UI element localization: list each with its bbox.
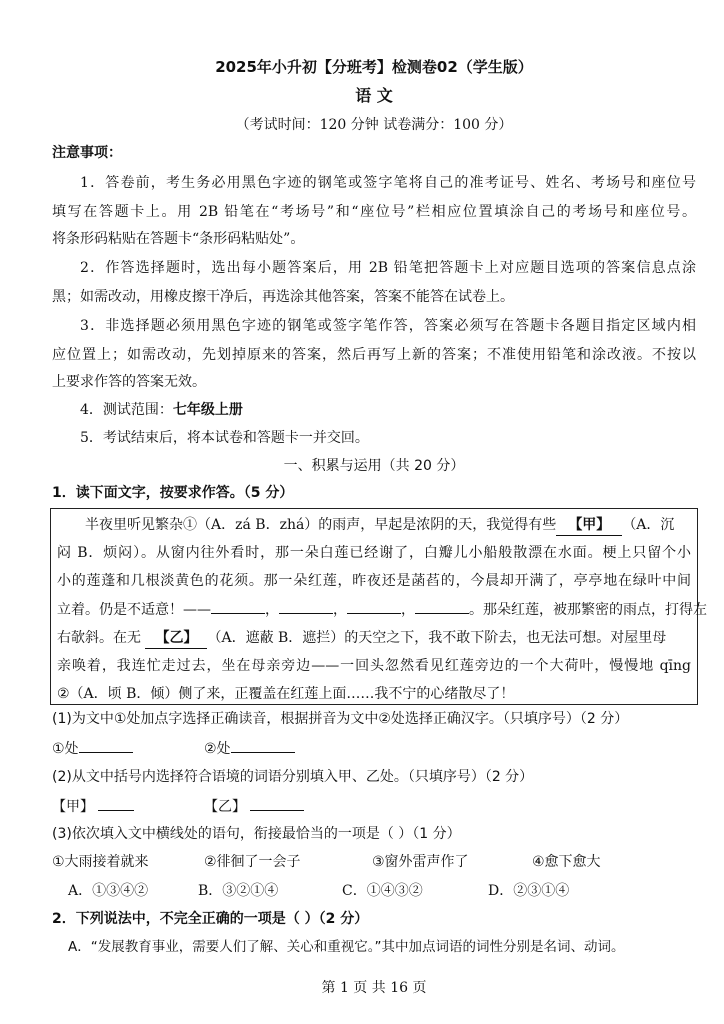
passage-line [57,599,707,619]
passage-line: 闷 B．烦闷）。从窗内往外看时，那一朵白莲已经谢了，白瓣儿小船般散漂在水面。梗上只留个小 [57,545,691,561]
test-scope: 七年级上册 [172,402,243,418]
answer-label: 【甲】 [52,799,94,815]
exam-info: （考试时间：120 分钟 试卷满分：100 分） [235,117,513,133]
sub1-answers [52,738,696,758]
notice-item-5: 5．考试结束后，将本试卷和答题卡一并交回。 [80,430,369,446]
answer-label: ①处 [52,741,79,757]
answer-blank-2[interactable] [231,738,295,753]
blank-yi: 【乙】 [145,628,207,649]
reading-passage-box [50,508,707,705]
sub-question-3: (3)依次填入文中横线处的语句，衔接最恰当的一项是（ ）（1 分） [52,826,461,842]
punct: ， [401,602,415,618]
blank-jia: 【甲】 [556,515,622,536]
question-1-prompt: 1．读下面文字，按要求作答。（5 分） [52,485,294,501]
passage-text: 立着。仍是不适意！—— [57,602,211,618]
option-c: C．①④③② [342,883,423,899]
passage-text: 。那朵红莲，被那繁密的雨点，打得左 [469,602,707,618]
notice-line: 应位置上；如需改动，先划掉原来的答案，然后再写上新的答案；不准使用铅笔和涂改液。不按以 [52,347,696,363]
notice-line: 上要求作答的答案无效。 [52,374,206,390]
notice-line: 2．作答选择题时，选出每小题答案后，用 2B 铅笔把答题卡上对应题目选项的答案信息点涂 [80,260,696,276]
notice-heading: 注意事项： [52,145,122,161]
notice-line: 3．非选择题必须用黑色字迹的钢笔或签字笔作答，答案必须写在答题卡各题目指定区域内相 [80,318,696,334]
notice-line: 填写在答题卡上。用 2B 铅笔在“考场号”和“座位号”栏相应位置填涂自己的考场号和座位号。 [52,204,696,220]
notice-item-4-label: 4．测试范围： [80,402,173,418]
notice-item-4 [52,400,696,420]
exam-title: 2025年小升初【分班考】检测卷02（学生版） [215,58,533,76]
notice-line: 1．答卷前，考生务必用黑色字迹的钢笔或签字笔将自己的准考证号、姓名、考场号和座位号 [80,175,696,191]
answer-label: ②处 [204,741,231,757]
sub-question-1: (1)为文中①处加点字选择正确读音，根据拼音为文中②处选择正确汉字。（只填序号）（2 分） [52,711,629,727]
sentence-item: ③窗外雷声作了 [372,854,469,870]
answer-blank-yi[interactable] [250,796,304,811]
passage-text: （A．遮蔽 B．遮拦）的天空之下，我不敢下阶去，也无法可想。对屋里母 [207,630,667,646]
option-a: A．①③④② [68,883,149,899]
subject-title: 语 文 [355,86,393,105]
passage-line [57,515,691,535]
section-title: 一、积累与运用（共 20 分） [283,458,465,474]
sub-question-2: (2)从文中括号内选择符合语境的词语分别填入甲、乙处。（只填序号）（2 分） [52,769,534,785]
passage-line: 小的莲蓬和几根淡黄色的花须。那一朵红莲，昨夜还是菡萏的，今晨却开满了，亭亭地在绿叶中间 [57,573,691,589]
question-2-option-a: A．“发展教育事业，需要人们了解、关心和重视它。”其中加点词语的词性分别是名词、动词。 [68,939,625,955]
answer-blank-1[interactable] [79,738,133,753]
passage-text: 右欹斜。在无 [57,630,146,646]
notice-line: 黑；如需改动，用橡皮擦干净后，再选涂其他答案，答案不能答在试卷上。 [52,289,514,305]
sentence-item: ①大雨接着就来 [52,854,149,870]
passage-text: 半夜里听见繁杂①（A．zá B．zhá）的雨声，早起是浓阴的天，我觉得有些 [85,517,557,533]
option-b: B．③②①④ [198,883,279,899]
answer-label: 【乙】 [204,799,246,815]
sub3-items [52,852,696,872]
notice-line: 将条形码粘贴在答题卡“条形码粘贴处”。 [52,231,305,247]
punct: ， [333,602,347,618]
sub3-options [52,881,696,901]
option-d: D．②③①④ [488,883,570,899]
answer-blank-jia[interactable] [98,796,134,811]
question-2-prompt: 2．下列说法中，不完全正确的一项是（ ）（2 分） [52,911,369,927]
passage-text: （A．沉 [622,517,675,533]
sub2-answers [52,796,696,816]
punct: ， [265,602,279,618]
sentence-item: ②徘徊了一会子 [204,854,301,870]
sentence-item: ④愈下愈大 [532,854,601,870]
passage-line [57,628,691,648]
page-footer: 第 1 页 共 16 页 [321,980,427,996]
passage-line: 亲唤着，我连忙走过去，坐在母亲旁边——一回头忽然看见红莲旁边的一个大荷叶，慢慢地 qīng [57,658,691,674]
passage-line: ②（A．顷 B．倾）侧了来，正覆盖在红莲上面……我不宁的心绪散尽了！ [57,686,515,702]
